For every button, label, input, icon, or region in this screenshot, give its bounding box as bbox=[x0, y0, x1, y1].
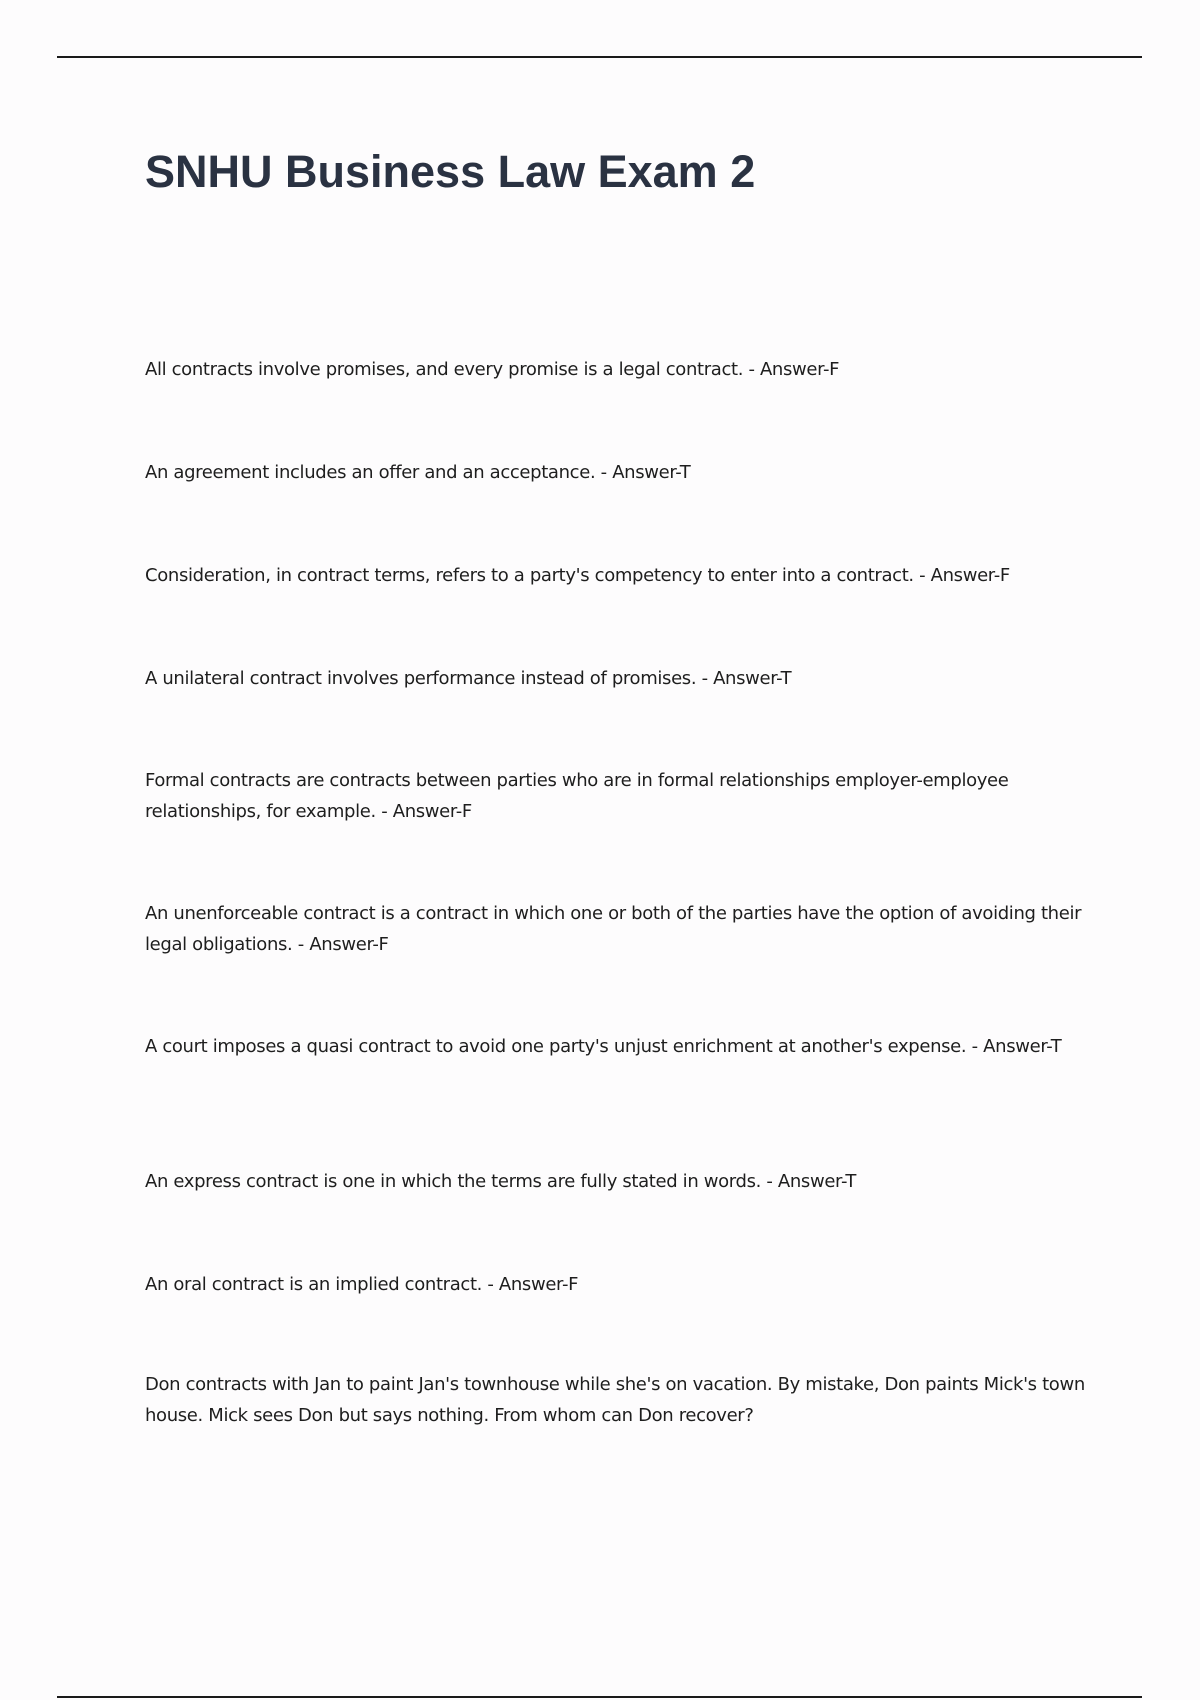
qa-item: Don contracts with Jan to paint Jan's townhouse while she's on vacation. By mistake, Don paints Mick's town house. Mick sees Don but says nothing. From whom can Don recover? bbox=[145, 1374, 1085, 1426]
qa-item: An agreement includes an offer and an acceptance. - Answer-T bbox=[145, 462, 691, 483]
qa-item: Formal contracts are contracts between parties who are in formal relationships employer-employee relationships, for example. - Answer-F bbox=[145, 770, 1009, 822]
qa-item: An oral contract is an implied contract. - Answer-F bbox=[145, 1274, 579, 1295]
qa-item: A unilateral contract involves performance instead of promises. - Answer-T bbox=[145, 668, 792, 689]
qa-item: Consideration, in contract terms, refers to a party's competency to enter into a contract. - Answer-F bbox=[145, 565, 1010, 586]
qa-item: All contracts involve promises, and every promise is a legal contract. - Answer-F bbox=[145, 359, 840, 380]
qa-item: A court imposes a quasi contract to avoid one party's unjust enrichment at another's expense. - Answer-T bbox=[145, 1036, 1062, 1057]
page-title: SNHU Business Law Exam 2 bbox=[145, 146, 756, 197]
qa-item: An express contract is one in which the terms are fully stated in words. - Answer-T bbox=[145, 1171, 857, 1192]
qa-item: An unenforceable contract is a contract in which one or both of the parties have the option of avoiding their legal obligations. - Answer-F bbox=[145, 903, 1082, 955]
top-rule bbox=[57, 56, 1142, 58]
bottom-rule bbox=[57, 1696, 1142, 1698]
